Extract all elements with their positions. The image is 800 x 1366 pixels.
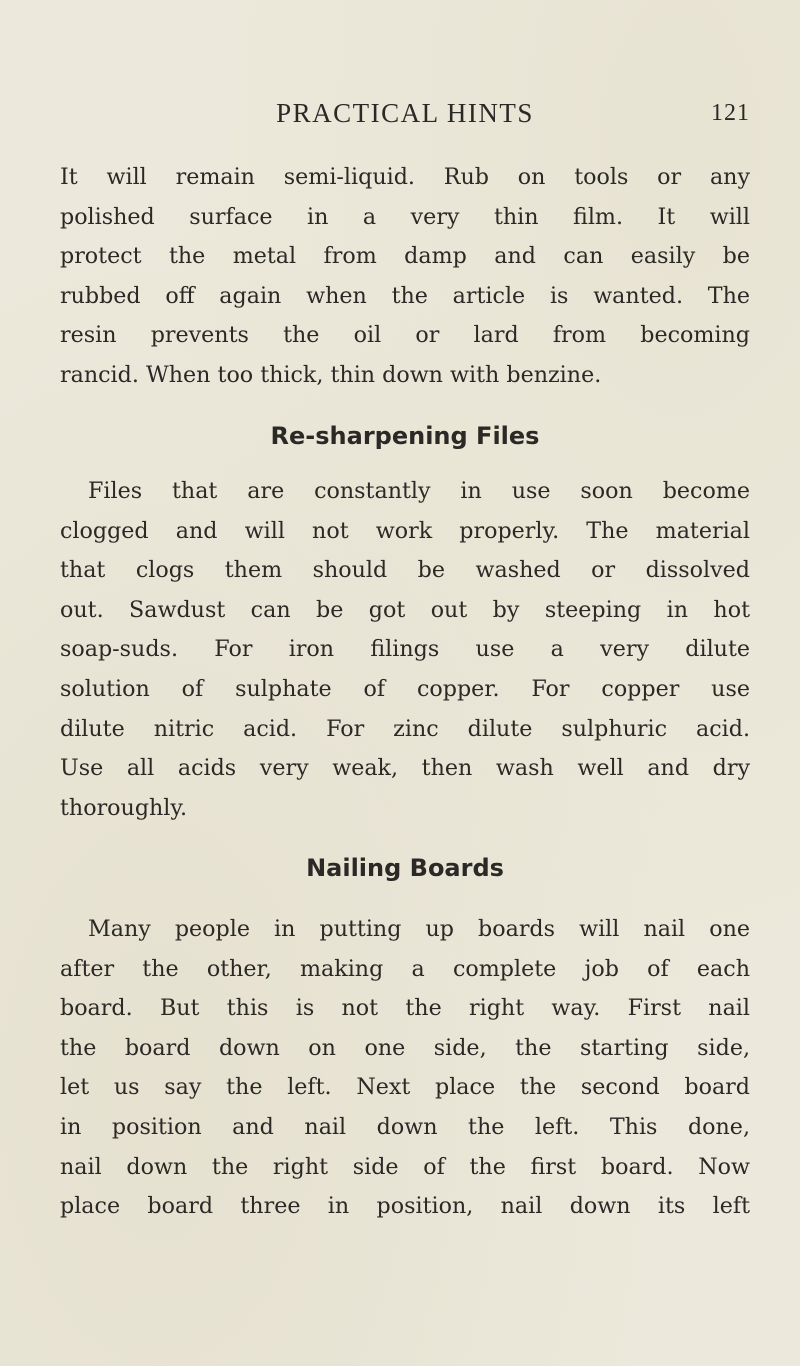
- running-title: PRACTICAL HINTS: [276, 98, 534, 128]
- text-line: thoroughly.: [60, 794, 188, 821]
- text-line: Files that are constantly in use soon become: [88, 478, 750, 504]
- text-line: solution of sulphate of copper. For copper use: [60, 675, 750, 702]
- text-line: rubbed off again when the article is wanted. The: [60, 282, 750, 309]
- text-line: nail down the right side of the first board. Now: [60, 1153, 750, 1180]
- text-line: It will remain semi-liquid. Rub on tools or any: [60, 164, 750, 190]
- text-line: out. Sawdust can be got out by steeping in hot: [60, 596, 750, 623]
- text-line: resin prevents the oil or lard from becoming: [60, 322, 750, 349]
- text-line: place board three in position, nail down its left: [60, 1193, 750, 1220]
- section-heading-nailing-boards: Nailing Boards: [306, 854, 504, 882]
- text-line: Many people in putting up boards will nail one: [88, 916, 750, 942]
- page-number: 121: [711, 100, 750, 126]
- section-heading-resharpening-files: Re-sharpening Files: [270, 422, 540, 450]
- paragraph-continued: [60, 158, 750, 396]
- text-line: dilute nitric acid. For zinc dilute sulphuric acid.: [60, 715, 750, 742]
- text-line: in position and nail down the left. This done,: [60, 1113, 750, 1140]
- text-line: clogged and will not work properly. The material: [60, 517, 750, 544]
- paragraph-resharpening-files: [60, 472, 750, 828]
- running-head: [60, 96, 750, 136]
- text-line: Use all acids very weak, then wash well and dry: [60, 755, 750, 782]
- text-line: the board down on one side, the starting side,: [60, 1034, 750, 1061]
- text-line: let us say the left. Next place the second board: [60, 1074, 750, 1101]
- text-line: soap-suds. For iron filings use a very dilute: [60, 636, 750, 663]
- text-line: protect the metal from damp and can easily be: [60, 243, 750, 270]
- text-line: board. But this is not the right way. First nail: [60, 995, 750, 1022]
- text-line: rancid. When too thick, thin down with benzine.: [60, 361, 602, 388]
- text-line: that clogs them should be washed or dissolved: [60, 557, 750, 584]
- text-line: after the other, making a complete job of each: [60, 955, 750, 982]
- paragraph-nailing-boards: [60, 910, 750, 1227]
- text-line: polished surface in a very thin film. It will: [60, 203, 750, 230]
